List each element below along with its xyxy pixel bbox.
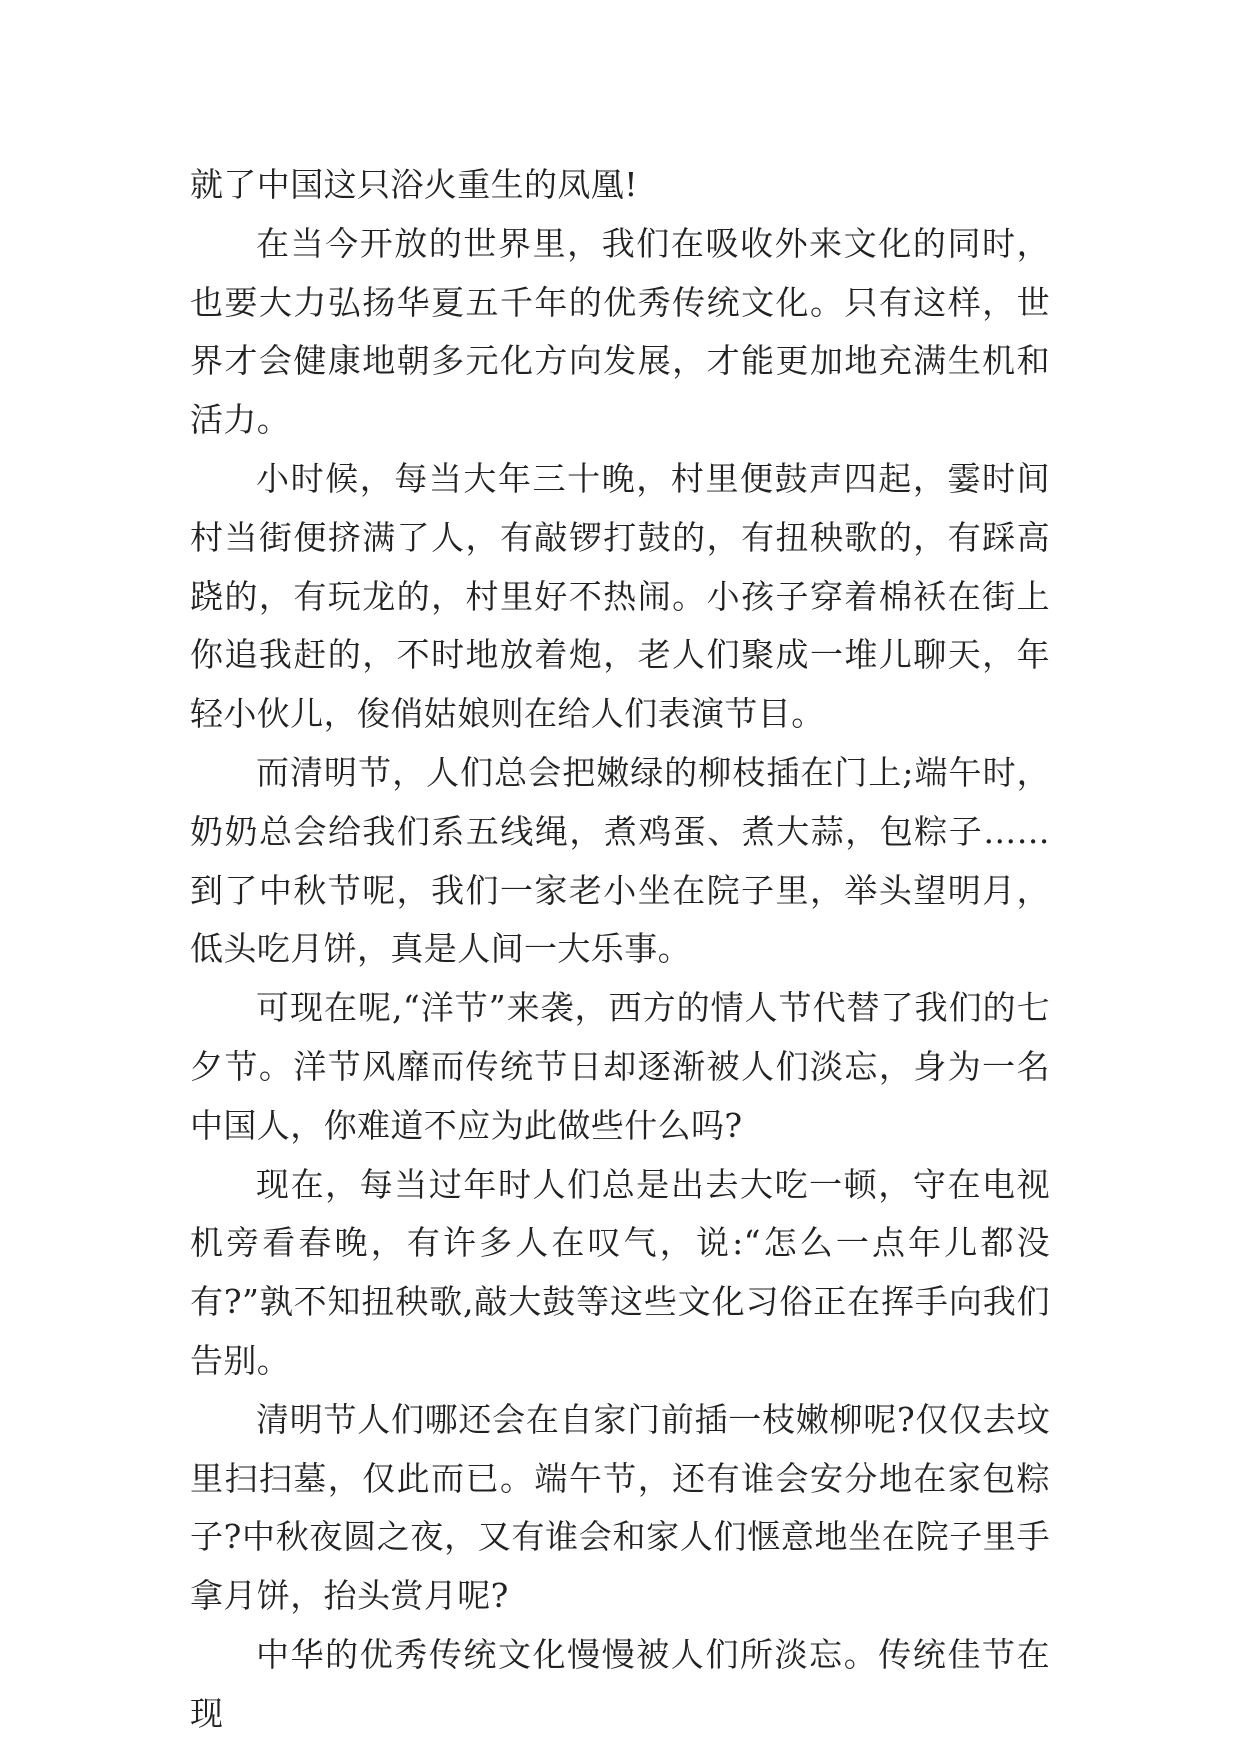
paragraph-4: 而清明节，人们总会把嫩绿的柳枝插在门上;端午时，奶奶总会给我们系五线绳，煮鸡蛋、煮大蒜，包粽子……到了中秋节呢，我们一家老小坐在院子里，举头望明月，低头吃月饼，真是人间一大乐事。 <box>190 752 1050 969</box>
paragraph-2: 在当今开放的世界里，我们在吸收外来文化的同时，也要大力弘扬华夏五千年的优秀传统文化。只有这样，世界才会健康地朝多元化方向发展，才能更加地充满生机和活力。 <box>190 223 1050 440</box>
paragraph-3: 小时候，每当大年三十晚，村里便鼓声四起，霎时间村当街便挤满了人，有敲锣打鼓的，有扭秧歌的，有踩高跷的，有玩龙的，村里好不热闹。小孩子穿着棉袄在街上你追我赶的，不时地放着炮，老人们聚成一堆儿聊天，年轻小伙儿，俊俏姑娘则在给人们表演节目。 <box>190 458 1050 734</box>
document-body <box>190 156 1050 1744</box>
paragraph-5: 可现在呢,“洋节”来袭，西方的情人节代替了我们的七夕节。洋节风靡而传统节日却逐渐被人们淡忘，身为一名中国人，你难道不应为此做些什么吗? <box>190 988 1050 1145</box>
paragraph-1: 就了中国这只浴火重生的凤凰! <box>190 165 638 204</box>
paragraph-7: 清明节人们哪还会在自家门前插一枝嫩柳呢?仅仅去坟里扫扫墓，仅此而已。端午节，还有谁会安分地在家包粽子?中秋夜圆之夜，又有谁会和家人们惬意地坐在院子里手拿月饼，抬头赏月呢? <box>190 1399 1050 1616</box>
paragraph-6: 现在，每当过年时人们总是出去大吃一顿，守在电视机旁看春晚，有许多人在叹气，说:“怎么一点年儿都没有?”孰不知扭秧歌,敲大鼓等这些文化习俗正在挥手向我们告别。 <box>190 1164 1050 1380</box>
paragraph-8: 中华的优秀传统文化慢慢被人们所淡忘。传统佳节在现 <box>190 1634 1050 1733</box>
